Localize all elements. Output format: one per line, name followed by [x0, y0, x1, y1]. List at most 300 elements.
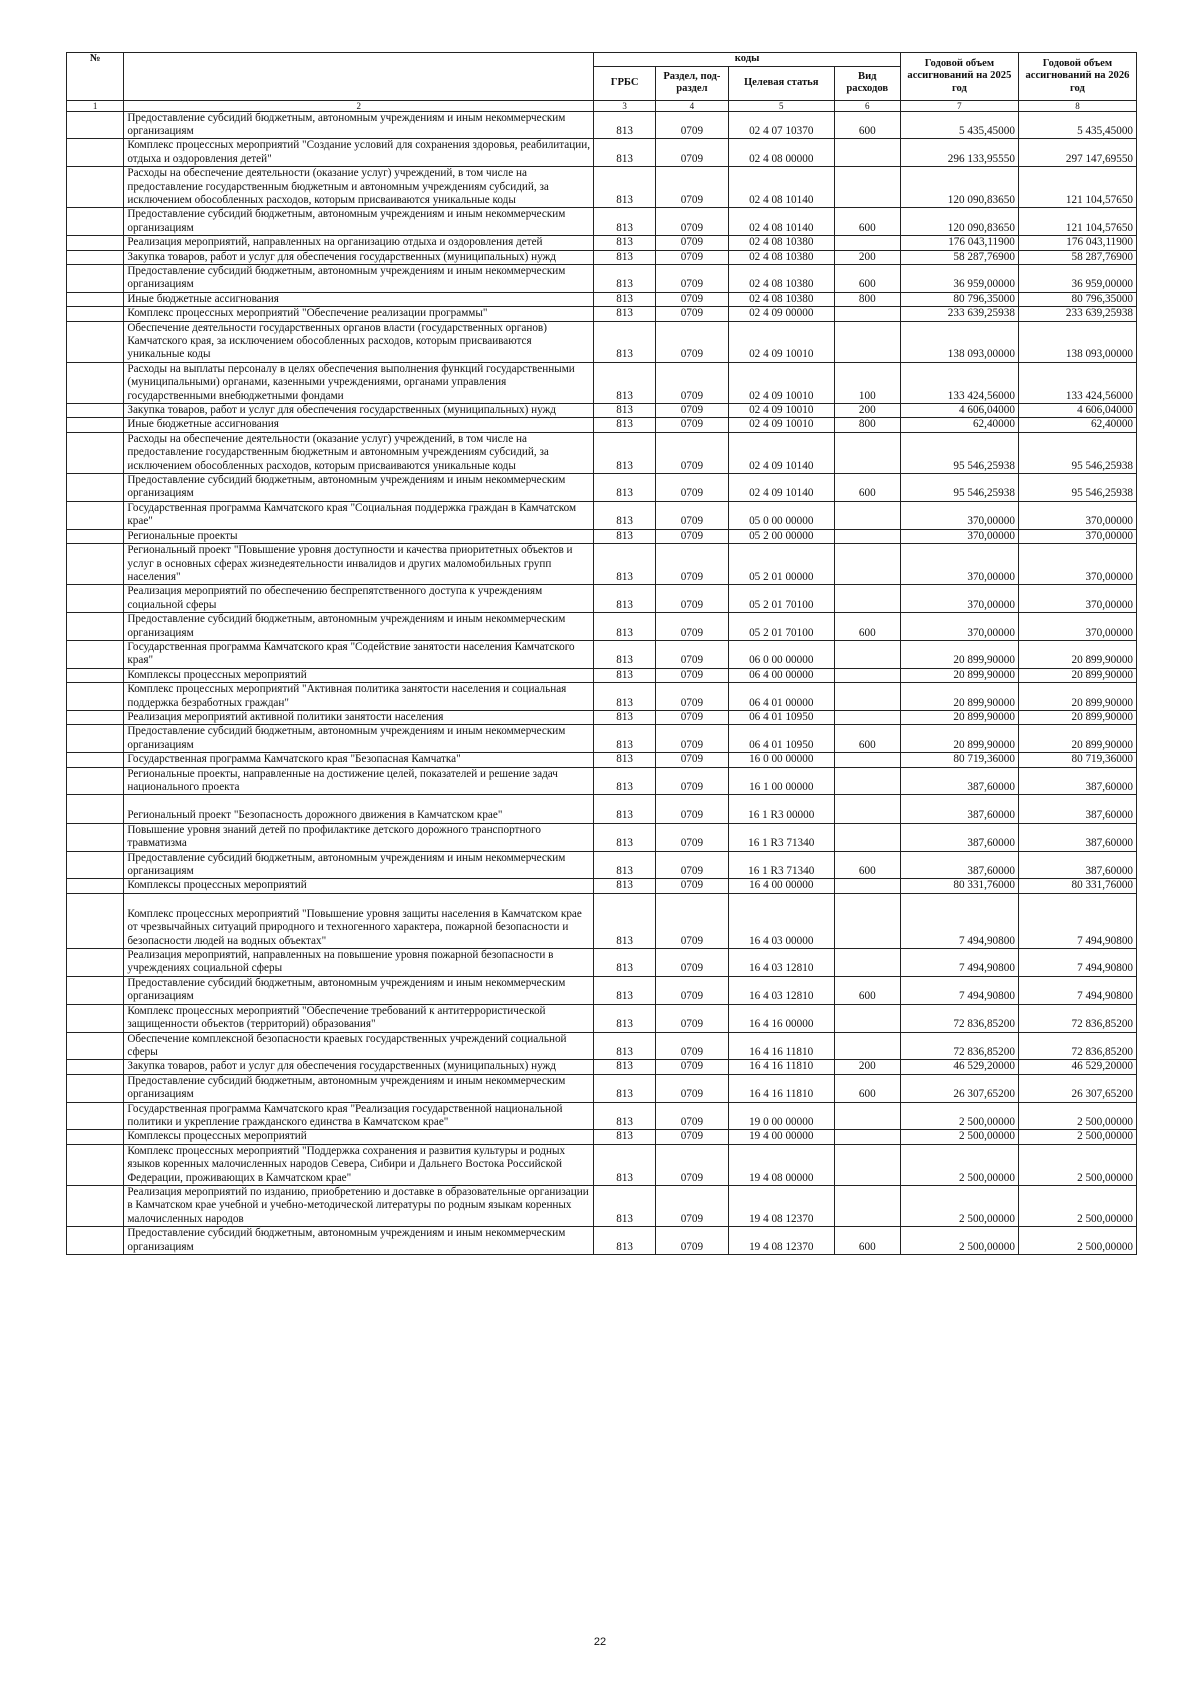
row-sum-2026: 2 500,00000	[1018, 1227, 1136, 1255]
row-number	[67, 362, 124, 403]
row-name: Предоставление субсидий бюджетным, автономным учреждениям и иным некоммерческим организациям	[124, 725, 594, 753]
row-name: Региональные проекты, направленные на достижение целей, показателей и решение задач национального проекта	[124, 767, 594, 795]
row-razdel: 0709	[656, 1130, 729, 1144]
row-expense-type	[834, 668, 900, 682]
row-sum-2025: 387,60000	[900, 851, 1018, 879]
row-razdel: 0709	[656, 949, 729, 977]
row-sum-2025: 296 133,95550	[900, 139, 1018, 167]
row-sum-2026: 370,00000	[1018, 501, 1136, 529]
row-sum-2026: 20 899,90000	[1018, 668, 1136, 682]
row-sum-2026: 387,60000	[1018, 767, 1136, 795]
row-razdel: 0709	[656, 307, 729, 321]
row-target-article: 16 4 00 00000	[728, 879, 834, 893]
row-name: Государственная программа Камчатского края "Содействие занятости населения Камчатского края"	[124, 640, 594, 668]
row-grbs: 813	[594, 404, 656, 418]
row-target-article: 02 4 09 10010	[728, 362, 834, 403]
row-sum-2026: 121 104,57650	[1018, 208, 1136, 236]
row-sum-2025: 176 043,11900	[900, 236, 1018, 250]
row-sum-2025: 80 719,36000	[900, 753, 1018, 767]
row-number	[67, 1074, 124, 1102]
row-expense-type	[834, 236, 900, 250]
row-name: Региональные проекты	[124, 529, 594, 543]
row-grbs: 813	[594, 976, 656, 1004]
row-expense-type	[834, 529, 900, 543]
row-sum-2026: 233 639,25938	[1018, 307, 1136, 321]
table-row	[67, 683, 1137, 711]
row-razdel: 0709	[656, 432, 729, 473]
row-name: Расходы на выплаты персоналу в целях обеспечения выполнения функций государственными (муниципальными) органами, казенными учреждениями, органами управления государственными внебюджетными фондами	[124, 362, 594, 403]
row-sum-2025: 20 899,90000	[900, 710, 1018, 724]
row-target-article: 16 1 R3 71340	[728, 823, 834, 851]
row-name: Реализация мероприятий по обеспечению беспрепятственного доступа к учреждениям социальной сферы	[124, 585, 594, 613]
row-expense-type	[834, 753, 900, 767]
row-sum-2026: 58 287,76900	[1018, 250, 1136, 264]
row-name: Расходы на обеспечение деятельности (оказание услуг) учреждений, в том числе на предоставление государственным бюджетным и автономным учреждениям субсидий, за исключением обособленных расходов, которым присваиваются уникальные коды	[124, 167, 594, 208]
row-sum-2025: 36 959,00000	[900, 264, 1018, 292]
row-number	[67, 111, 124, 139]
row-sum-2026: 2 500,00000	[1018, 1102, 1136, 1130]
row-name: Предоставление субсидий бюджетным, автономным учреждениям и иным некоммерческим организациям	[124, 976, 594, 1004]
row-sum-2025: 95 546,25938	[900, 474, 1018, 502]
row-expense-type: 600	[834, 474, 900, 502]
row-expense-type: 800	[834, 418, 900, 432]
row-expense-type	[834, 893, 900, 948]
row-grbs: 813	[594, 823, 656, 851]
row-sum-2025: 133 424,56000	[900, 362, 1018, 403]
row-grbs: 813	[594, 1060, 656, 1074]
row-sum-2025: 20 899,90000	[900, 725, 1018, 753]
table-row	[67, 1185, 1137, 1226]
row-razdel: 0709	[656, 767, 729, 795]
row-razdel: 0709	[656, 1227, 729, 1255]
header-sum-2026: Годовой объем ассигнований на 2026 год	[1018, 53, 1136, 101]
row-sum-2026: 297 147,69550	[1018, 139, 1136, 167]
row-number	[67, 432, 124, 473]
row-sum-2025: 387,60000	[900, 823, 1018, 851]
row-target-article: 06 4 00 00000	[728, 668, 834, 682]
row-grbs: 813	[594, 1074, 656, 1102]
table-row	[67, 139, 1137, 167]
row-razdel: 0709	[656, 668, 729, 682]
row-name: Предоставление субсидий бюджетным, автономным учреждениям и иным некоммерческим организациям	[124, 111, 594, 139]
row-razdel: 0709	[656, 725, 729, 753]
row-expense-type	[834, 1144, 900, 1185]
row-expense-type	[834, 321, 900, 362]
row-grbs: 813	[594, 474, 656, 502]
row-number	[67, 683, 124, 711]
row-sum-2025: 7 494,90800	[900, 976, 1018, 1004]
row-sum-2025: 2 500,00000	[900, 1227, 1018, 1255]
row-razdel: 0709	[656, 208, 729, 236]
header-col-number: 8	[1018, 100, 1136, 111]
row-grbs: 813	[594, 501, 656, 529]
row-expense-type: 200	[834, 404, 900, 418]
table-row	[67, 767, 1137, 795]
row-grbs: 813	[594, 250, 656, 264]
row-grbs: 813	[594, 139, 656, 167]
row-number	[67, 292, 124, 306]
row-name: Реализация мероприятий, направленных на повышение уровня пожарной безопасности в учреждениях социальной сферы	[124, 949, 594, 977]
table-row	[67, 264, 1137, 292]
row-target-article: 02 4 08 10380	[728, 264, 834, 292]
table-row	[67, 795, 1137, 823]
header-name	[124, 53, 594, 101]
row-sum-2025: 20 899,90000	[900, 640, 1018, 668]
row-sum-2025: 72 836,85200	[900, 1032, 1018, 1060]
table-row	[67, 529, 1137, 543]
row-name: Предоставление субсидий бюджетным, автономным учреждениям и иным некоммерческим организациям	[124, 1074, 594, 1102]
row-name: Реализация мероприятий, направленных на организацию отдыха и оздоровления детей	[124, 236, 594, 250]
row-number	[67, 879, 124, 893]
row-expense-type	[834, 823, 900, 851]
row-sum-2025: 80 331,76000	[900, 879, 1018, 893]
row-razdel: 0709	[656, 404, 729, 418]
row-name: Закупка товаров, работ и услуг для обеспечения государственных (муниципальных) нужд	[124, 404, 594, 418]
row-target-article: 02 4 08 10380	[728, 250, 834, 264]
row-name: Обеспечение комплексной безопасности краевых государственных учреждений социальной сферы	[124, 1032, 594, 1060]
row-razdel: 0709	[656, 1102, 729, 1130]
row-grbs: 813	[594, 1185, 656, 1226]
row-target-article: 16 1 R3 71340	[728, 851, 834, 879]
row-target-article: 05 2 00 00000	[728, 529, 834, 543]
table-row	[67, 976, 1137, 1004]
row-razdel: 0709	[656, 710, 729, 724]
row-target-article: 19 4 08 00000	[728, 1144, 834, 1185]
row-expense-type: 600	[834, 725, 900, 753]
row-expense-type	[834, 544, 900, 585]
row-target-article: 19 4 08 12370	[728, 1227, 834, 1255]
row-sum-2025: 387,60000	[900, 767, 1018, 795]
row-sum-2026: 4 606,04000	[1018, 404, 1136, 418]
row-grbs: 813	[594, 111, 656, 139]
row-expense-type	[834, 1130, 900, 1144]
table-row	[67, 823, 1137, 851]
row-grbs: 813	[594, 1144, 656, 1185]
row-razdel: 0709	[656, 823, 729, 851]
row-sum-2026: 46 529,20000	[1018, 1060, 1136, 1074]
row-expense-type	[834, 139, 900, 167]
row-grbs: 813	[594, 208, 656, 236]
row-name: Реализация мероприятий по изданию, приобретению и доставке в образовательные организации в Камчатском крае учебной и учебно-методической литературы по родным языкам коренных малочисленных народов	[124, 1185, 594, 1226]
row-name: Государственная программа Камчатского края "Социальная поддержка граждан в Камчатском крае"	[124, 501, 594, 529]
table-row	[67, 250, 1137, 264]
row-number	[67, 321, 124, 362]
table-row	[67, 544, 1137, 585]
row-target-article: 16 4 16 11810	[728, 1060, 834, 1074]
table-row	[67, 668, 1137, 682]
row-sum-2025: 370,00000	[900, 544, 1018, 585]
row-target-article: 02 4 09 10140	[728, 432, 834, 473]
row-sum-2025: 370,00000	[900, 585, 1018, 613]
row-sum-2026: 95 546,25938	[1018, 474, 1136, 502]
row-target-article: 02 4 08 10380	[728, 292, 834, 306]
row-target-article: 16 4 16 00000	[728, 1004, 834, 1032]
row-razdel: 0709	[656, 753, 729, 767]
row-expense-type: 600	[834, 1074, 900, 1102]
row-razdel: 0709	[656, 851, 729, 879]
row-razdel: 0709	[656, 613, 729, 641]
header-grbs: ГРБС	[594, 66, 656, 100]
row-name: Иные бюджетные ассигнования	[124, 418, 594, 432]
row-target-article: 19 4 00 00000	[728, 1130, 834, 1144]
header-vid: Вид расходов	[834, 66, 900, 100]
row-number	[67, 613, 124, 641]
row-target-article: 16 4 03 12810	[728, 949, 834, 977]
header-col-number: 2	[124, 100, 594, 111]
row-grbs: 813	[594, 585, 656, 613]
row-sum-2025: 370,00000	[900, 501, 1018, 529]
row-sum-2026: 2 500,00000	[1018, 1185, 1136, 1226]
row-razdel: 0709	[656, 1032, 729, 1060]
row-number	[67, 949, 124, 977]
row-number	[67, 236, 124, 250]
row-target-article: 05 2 01 70100	[728, 585, 834, 613]
row-grbs: 813	[594, 851, 656, 879]
table-row	[67, 501, 1137, 529]
row-expense-type	[834, 879, 900, 893]
row-grbs: 813	[594, 949, 656, 977]
row-sum-2025: 387,60000	[900, 795, 1018, 823]
row-expense-type	[834, 640, 900, 668]
table-row	[67, 1004, 1137, 1032]
row-number	[67, 640, 124, 668]
row-number	[67, 418, 124, 432]
row-razdel: 0709	[656, 264, 729, 292]
table-row	[67, 307, 1137, 321]
row-razdel: 0709	[656, 529, 729, 543]
row-target-article: 02 4 08 00000	[728, 139, 834, 167]
row-razdel: 0709	[656, 250, 729, 264]
row-number	[67, 264, 124, 292]
row-razdel: 0709	[656, 321, 729, 362]
row-razdel: 0709	[656, 1074, 729, 1102]
row-number	[67, 725, 124, 753]
row-number	[67, 753, 124, 767]
row-target-article: 19 4 08 12370	[728, 1185, 834, 1226]
row-name: Комплексы процессных мероприятий	[124, 879, 594, 893]
row-grbs: 813	[594, 683, 656, 711]
row-grbs: 813	[594, 795, 656, 823]
table-row	[67, 1102, 1137, 1130]
table-row	[67, 1032, 1137, 1060]
row-name: Государственная программа Камчатского края "Безопасная Камчатка"	[124, 753, 594, 767]
table-row	[67, 710, 1137, 724]
row-number	[67, 710, 124, 724]
table-row	[67, 879, 1137, 893]
row-razdel: 0709	[656, 167, 729, 208]
row-expense-type	[834, 795, 900, 823]
row-target-article: 02 4 08 10140	[728, 208, 834, 236]
row-expense-type	[834, 710, 900, 724]
row-name: Предоставление субсидий бюджетным, автономным учреждениям и иным некоммерческим организациям	[124, 474, 594, 502]
row-sum-2025: 370,00000	[900, 613, 1018, 641]
header-razdel: Раздел, под-раздел	[656, 66, 729, 100]
row-sum-2026: 138 093,00000	[1018, 321, 1136, 362]
row-sum-2025: 5 435,45000	[900, 111, 1018, 139]
row-number	[67, 1102, 124, 1130]
row-sum-2025: 72 836,85200	[900, 1004, 1018, 1032]
table-row	[67, 613, 1137, 641]
row-expense-type: 100	[834, 362, 900, 403]
row-razdel: 0709	[656, 585, 729, 613]
row-target-article: 16 4 03 12810	[728, 976, 834, 1004]
row-expense-type	[834, 501, 900, 529]
row-target-article: 06 4 01 10950	[728, 725, 834, 753]
row-grbs: 813	[594, 640, 656, 668]
row-razdel: 0709	[656, 474, 729, 502]
row-target-article: 05 2 01 70100	[728, 613, 834, 641]
table-row	[67, 753, 1137, 767]
row-target-article: 16 4 16 11810	[728, 1032, 834, 1060]
row-razdel: 0709	[656, 795, 729, 823]
row-number	[67, 544, 124, 585]
row-razdel: 0709	[656, 362, 729, 403]
row-sum-2026: 7 494,90800	[1018, 949, 1136, 977]
row-razdel: 0709	[656, 418, 729, 432]
row-grbs: 813	[594, 544, 656, 585]
table-row	[67, 851, 1137, 879]
row-sum-2026: 2 500,00000	[1018, 1130, 1136, 1144]
row-razdel: 0709	[656, 139, 729, 167]
row-number	[67, 893, 124, 948]
row-number	[67, 404, 124, 418]
row-sum-2026: 121 104,57650	[1018, 167, 1136, 208]
row-sum-2026: 370,00000	[1018, 585, 1136, 613]
row-sum-2026: 370,00000	[1018, 529, 1136, 543]
row-sum-2026: 133 424,56000	[1018, 362, 1136, 403]
row-number	[67, 529, 124, 543]
row-number	[67, 1227, 124, 1255]
row-expense-type: 200	[834, 250, 900, 264]
header-sum-2025: Годовой объем ассигнований на 2025 год	[900, 53, 1018, 101]
row-number	[67, 1185, 124, 1226]
row-target-article: 02 4 09 00000	[728, 307, 834, 321]
row-razdel: 0709	[656, 236, 729, 250]
table-row	[67, 321, 1137, 362]
row-target-article: 16 1 00 00000	[728, 767, 834, 795]
row-name: Предоставление субсидий бюджетным, автономным учреждениям и иным некоммерческим организациям	[124, 264, 594, 292]
row-target-article: 16 1 R3 00000	[728, 795, 834, 823]
row-name: Комплекс процессных мероприятий "Повышение уровня защиты населения в Камчатском крае от чрезвычайных ситуаций природного и техногенного характера, пожарной безопасности и безопасности людей на водных объектах"	[124, 893, 594, 948]
row-sum-2026: 20 899,90000	[1018, 640, 1136, 668]
row-number	[67, 474, 124, 502]
row-sum-2026: 36 959,00000	[1018, 264, 1136, 292]
row-grbs: 813	[594, 307, 656, 321]
row-sum-2026: 7 494,90800	[1018, 893, 1136, 948]
row-sum-2025: 7 494,90800	[900, 949, 1018, 977]
row-grbs: 813	[594, 1227, 656, 1255]
row-sum-2026: 370,00000	[1018, 544, 1136, 585]
row-sum-2026: 387,60000	[1018, 823, 1136, 851]
row-grbs: 813	[594, 1032, 656, 1060]
table-row	[67, 725, 1137, 753]
row-sum-2025: 20 899,90000	[900, 668, 1018, 682]
row-name: Комплекс процессных мероприятий "Обеспечение реализации программы"	[124, 307, 594, 321]
row-grbs: 813	[594, 1102, 656, 1130]
row-sum-2025: 20 899,90000	[900, 683, 1018, 711]
row-number	[67, 1144, 124, 1185]
header-col-number: 1	[67, 100, 124, 111]
row-target-article: 06 0 00 00000	[728, 640, 834, 668]
row-sum-2026: 387,60000	[1018, 851, 1136, 879]
table-row	[67, 1074, 1137, 1102]
row-name: Комплекс процессных мероприятий "Активная политика занятости населения и социальная поддержка безработных граждан"	[124, 683, 594, 711]
row-target-article: 06 4 01 00000	[728, 683, 834, 711]
row-name: Предоставление субсидий бюджетным, автономным учреждениям и иным некоммерческим организациям	[124, 851, 594, 879]
row-number	[67, 1032, 124, 1060]
row-sum-2026: 80 331,76000	[1018, 879, 1136, 893]
row-sum-2025: 62,40000	[900, 418, 1018, 432]
row-sum-2025: 26 307,65200	[900, 1074, 1018, 1102]
row-expense-type: 800	[834, 292, 900, 306]
row-expense-type	[834, 432, 900, 473]
row-expense-type	[834, 585, 900, 613]
header-cel: Целевая статья	[728, 66, 834, 100]
row-target-article: 16 4 16 11810	[728, 1074, 834, 1102]
row-target-article: 02 4 09 10010	[728, 321, 834, 362]
table-row	[67, 1130, 1137, 1144]
row-sum-2025: 4 606,04000	[900, 404, 1018, 418]
row-name: Предоставление субсидий бюджетным, автономным учреждениям и иным некоммерческим организациям	[124, 613, 594, 641]
row-target-article: 06 4 01 10950	[728, 710, 834, 724]
row-sum-2026: 72 836,85200	[1018, 1004, 1136, 1032]
row-target-article: 02 4 07 10370	[728, 111, 834, 139]
row-name: Повышение уровня знаний детей по профилактике детского дорожного транспортного травматизма	[124, 823, 594, 851]
row-razdel: 0709	[656, 544, 729, 585]
table-row	[67, 111, 1137, 139]
row-expense-type: 600	[834, 851, 900, 879]
row-sum-2026: 20 899,90000	[1018, 710, 1136, 724]
row-expense-type	[834, 167, 900, 208]
budget-table	[66, 52, 1137, 1255]
row-sum-2025: 2 500,00000	[900, 1102, 1018, 1130]
row-name: Предоставление субсидий бюджетным, автономным учреждениям и иным некоммерческим организациям	[124, 1227, 594, 1255]
row-number	[67, 976, 124, 1004]
row-grbs: 813	[594, 725, 656, 753]
row-name: Обеспечение деятельности государственных органов власти (государственных органов) Камчатского края, за исключением обособленных расходов, которым присваиваются уникальные коды	[124, 321, 594, 362]
row-name: Региональный проект "Повышение уровня доступности и качества приоритетных объектов и услуг в основных сферах жизнедеятельности инвалидов и других маломобильных групп населения"	[124, 544, 594, 585]
row-number	[67, 795, 124, 823]
row-sum-2025: 95 546,25938	[900, 432, 1018, 473]
row-grbs: 813	[594, 167, 656, 208]
row-sum-2026: 72 836,85200	[1018, 1032, 1136, 1060]
row-name: Комплексы процессных мероприятий	[124, 668, 594, 682]
row-expense-type	[834, 683, 900, 711]
row-expense-type: 600	[834, 208, 900, 236]
row-name: Комплексы процессных мероприятий	[124, 1130, 594, 1144]
row-grbs: 813	[594, 613, 656, 641]
header-col-number: 3	[594, 100, 656, 111]
row-razdel: 0709	[656, 1185, 729, 1226]
row-name: Региональный проект "Безопасность дорожного движения в Камчатском крае"	[124, 795, 594, 823]
row-sum-2026: 5 435,45000	[1018, 111, 1136, 139]
row-number	[67, 851, 124, 879]
row-grbs: 813	[594, 767, 656, 795]
header-col-number: 6	[834, 100, 900, 111]
row-sum-2026: 20 899,90000	[1018, 725, 1136, 753]
row-grbs: 813	[594, 1004, 656, 1032]
row-sum-2025: 370,00000	[900, 529, 1018, 543]
row-grbs: 813	[594, 362, 656, 403]
row-expense-type: 600	[834, 976, 900, 1004]
table-row	[67, 1144, 1137, 1185]
row-name: Реализация мероприятий активной политики занятости населения	[124, 710, 594, 724]
row-grbs: 813	[594, 710, 656, 724]
row-sum-2026: 95 546,25938	[1018, 432, 1136, 473]
row-number	[67, 250, 124, 264]
header-num: №	[67, 53, 124, 101]
row-razdel: 0709	[656, 1144, 729, 1185]
